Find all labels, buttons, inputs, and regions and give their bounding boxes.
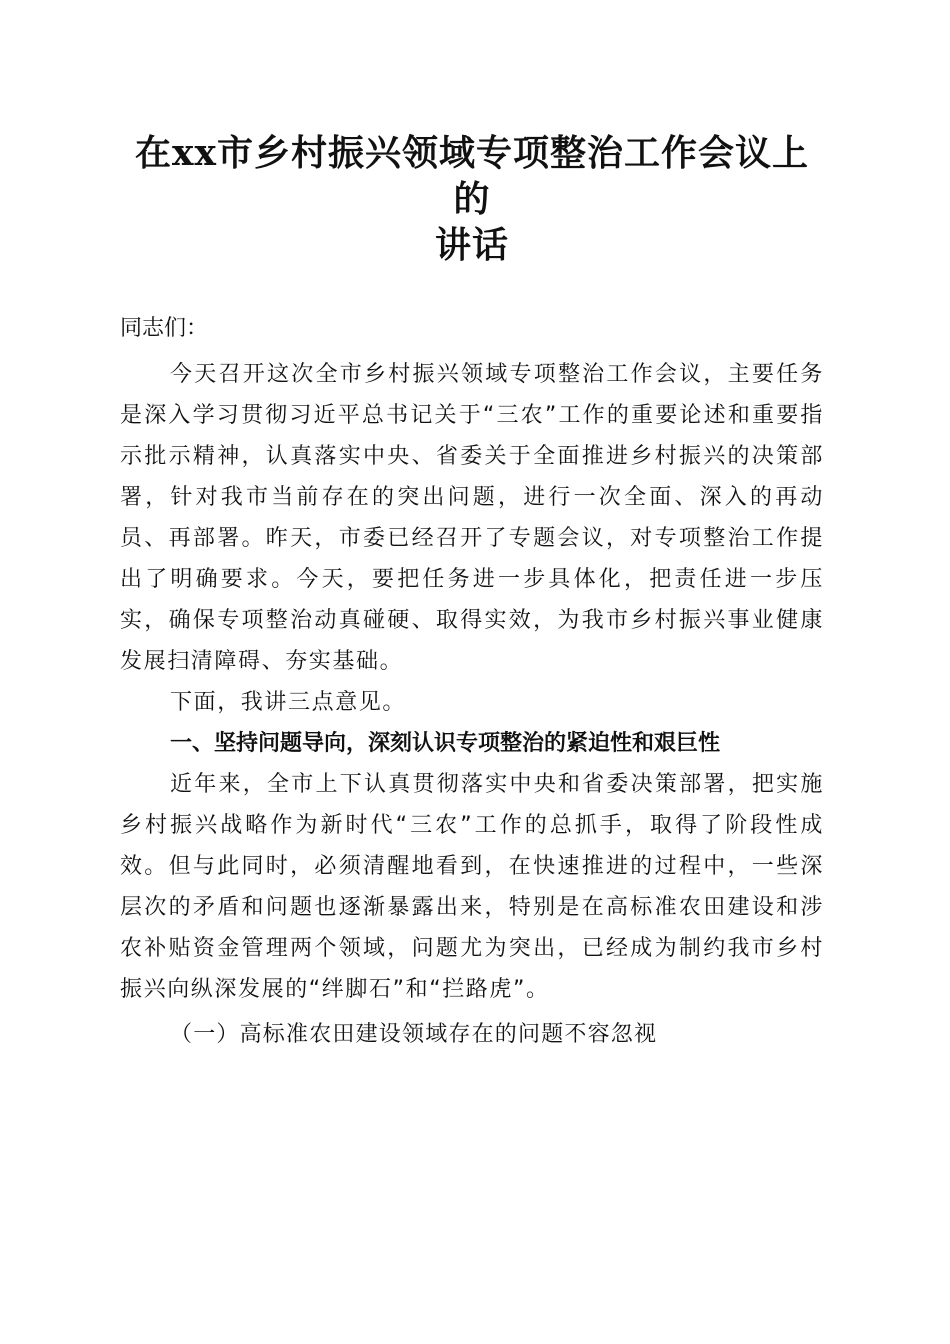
salutation: 同志们： (120, 316, 209, 341)
document-title (120, 130, 824, 268)
document-page (120, 130, 824, 1055)
document-title-line-2: 讲话 (434, 224, 509, 266)
document-title-line-1: 在xx市乡村振兴领域专项整治工作会议上的 (135, 132, 809, 220)
opening-paragraph: 今天召开这次全市乡村振兴领域专项整治工作会议，主要任务是深入学习贯彻习近平总书记关于“三农”工作的重要论述和重要指示批示精神，认真落实中央、省委关于全面推进乡村振兴的决策部署，针对我市当前存在的突出问题，进行一次全面、深入的再动员、再部署。昨天，市委已经召开了专题会议，对专项整治工作提出了明确要求。今天，要把任务进一步具体化，把责任进一步压实，确保专项整治动真碰硬、取得实效，为我市乡村振兴事业健康发展扫清障碍、夯实基础。 (120, 362, 824, 674)
subsection-1-heading: （一）高标准农田建设领域存在的问题不容忽视 (170, 1022, 658, 1047)
intro-paragraph: 下面，我讲三点意见。 (170, 690, 407, 715)
section-1-heading: 一、坚持问题导向，深刻认识专项整治的紧迫性和艰巨性 (170, 731, 721, 756)
section-1-paragraph: 近年来，全市上下认真贯彻落实中央和省委决策部署，把实施乡村振兴战略作为新时代“三农”工作的总抓手，取得了阶段性成效。但与此同时，必须清醒地看到，在快速推进的过程中，一些深层次的矛盾和问题也逐渐暴露出来，特别是在高标准农田建设和涉农补贴资金管理两个领域，问题尤为突出，已经成为制约我市乡村振兴向纵深发展的“绊脚石”和“拦路虎”。 (120, 772, 824, 1002)
